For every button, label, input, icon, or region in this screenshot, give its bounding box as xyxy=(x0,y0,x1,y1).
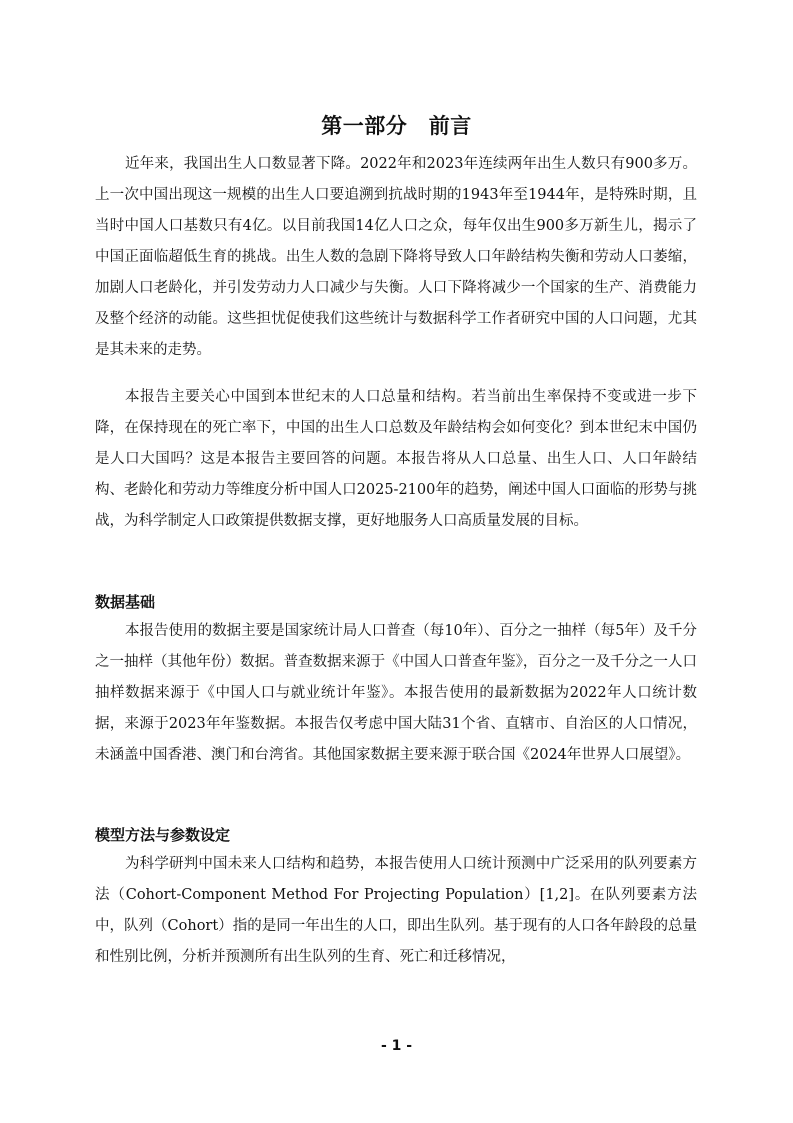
method-section-paragraph: 为科学研判中国未来人口结构和趋势，本报告使用人口统计预测中广泛采用的队列要素方法（Cohort-Component Method For Projecting Population）[1,2]。在队列要素方法中，队列（Cohort）指的是同一年出生的人口，即出生队列。基于现有的人口各年龄段的总量和性别比例，分析并预测所有出生队列的生育、死亡和迁移情况， xyxy=(95,856,697,965)
intro-paragraph-1: 近年来，我国出生人口数显著下降。2022年和2023年连续两年出生人数只有900多万。上一次中国出现这一规模的出生人口要追溯到抗战时期的1943年至1944年，是特殊时期，且当时中国人口基数只有4亿。以目前我国14亿人口之众，每年仅出生900多万新生儿，揭示了中国正面临超低生育的挑战。出生人数的急剧下降将导致人口年龄结构失衡和劳动人口萎缩，加剧人口老龄化，并引发劳动力人口减少与失衡。人口下降将减少一个国家的生产、消费能力及整个经济的动能。这些担忧促使我们这些统计与数据科学工作者研究中国的人口问题，尤其是其未来的走势。 xyxy=(95,156,697,358)
page-number: - 1 - xyxy=(380,1038,413,1054)
data-section-paragraph: 本报告使用的数据主要是国家统计局人口普查（每10年）、百分之一抽样（每5年）及千分之一抽样（其他年份）数据。普查数据来源于《中国人口普查年鉴》，百分之一及千分之一人口抽样数据来源于《中国人口与就业统计年鉴》。本报告使用的最新数据为2022年人口统计数据，来源于2023年年鉴数据。本报告仅考虑中国大陆31个省、直辖市、自治区的人口情况，未涵盖中国香港、澳门和台湾省。其他国家数据主要来源于联合国《2024年世界人口展望》。 xyxy=(95,623,697,763)
intro-paragraph-2: 本报告主要关心中国到本世纪末的人口总量和结构。若当前出生率保持不变或进一步下降，在保持现在的死亡率下，中国的出生人口总数及年龄结构会如何变化？到本世纪末中国仍是人口大国吗？这是本报告主要回答的问题。本报告将从人口总量、出生人口、人口年龄结构、老龄化和劳动力等维度分析中国人口2025-2100年的趋势，阐述中国人口面临的形势与挑战，为科学制定人口政策提供数据支撑，更好地服务人口高质量发展的目标。 xyxy=(95,389,697,529)
method-section-heading: 模型方法与参数设定 xyxy=(95,826,231,844)
data-section-heading: 数据基础 xyxy=(95,593,156,611)
page-title: 第一部分 前言 xyxy=(321,114,472,139)
